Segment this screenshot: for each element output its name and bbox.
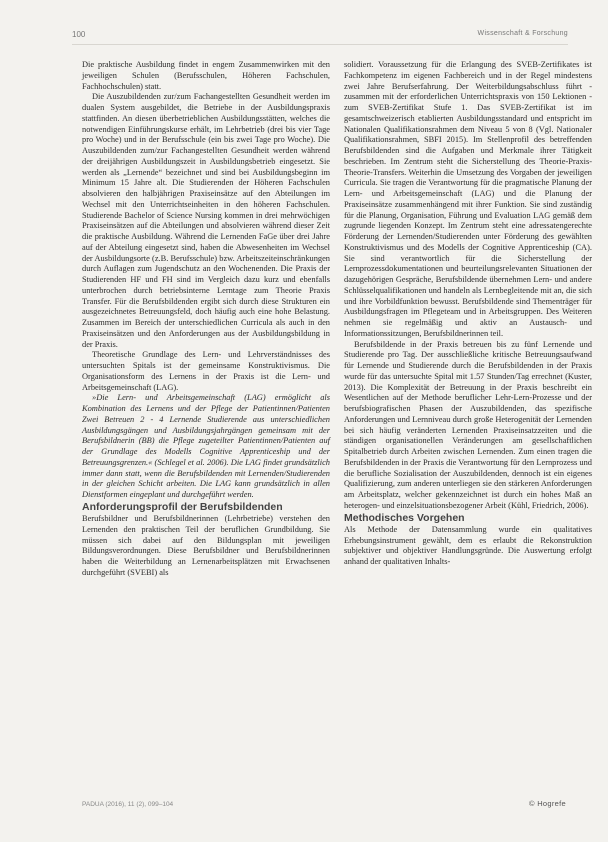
left-paragraph-3: Theoretische Grundlage des Lern- und Lehrverständnisses des untersuchten Spitals ist der gemeinsame Konstruktivismus. Die Organisationsform des Lernens in der Praxis ist die Lern- und Arbeitsgemeinschaft (LAG).: [82, 350, 330, 392]
right-after-heading-paragraph: Als Methode der Datensammlung wurde ein qualitatives Erhebungsinstrument gewählt, dem es erlaubt die Rekonstruktion subjektiver und objektiver Handlungsgründe. Die Auswertung erfolgt anhand der qualitativen Inhalts-: [344, 524, 592, 567]
left-column: [82, 60, 330, 579]
section-heading-anforderungsprofil: Anforderungsprofil der Berufsbildenden: [82, 500, 283, 513]
left-quote-paragraph: »Die Lern- und Arbeitsgemeinschaft (LAG) ermöglicht als Kombination des Lernens und der Pflege der Patientinnen/Patienten Zwei Betreuen 2 - 4 Lernende Studierende aus unterschiedlichen Ausbildungsgängen und Ausbildungsjahrgängen gemeinsam mit der Berufsbildnerin (BB) die Pflege zugeteilter Patientinnen/Patienten auf der Grundlage des Modells Cognitive Apprenticeship und der Betreuungsgrenzen.« (Schlegel et al. 2006). Die LAG findet grundsätzlich immer dann statt, wenn die Berufsbildenden mit Lernenden/Studierenden in der gleichen Schicht arbeiten. Die LAG kann grundsätzlich in allen Dienstformen eingeplant und durchgeführt werden.: [82, 393, 330, 499]
running-head: Wissenschaft & Forschung: [477, 30, 568, 37]
left-after-heading-paragraph: Berufsbildner und Berufsbildnerinnen (Lehrbetriebe) verstehen den Lernenden den praktischen Teil der beruflichen Grundbildung. Sie müssen sich dabei auf den Bildungsplan mit jeweiligen Bildungsverordnungen. Diese Berufsbildner und Berufsbildnerinnen haben die Weiterbildung an Lernenarbeitsplätzen mit Erwachsenen durchgeführt (SVEBI) als: [82, 514, 330, 577]
footer-citation: PADUA (2016), 11 (2), 099–104: [82, 801, 174, 808]
left-paragraph-2: Die Auszubildenden zur/zum Fachangestellten Gesundheit werden im dualen System ausgebildet, die Betriebe in der Ausbildungspraxis stattfinden. An diesen überbetrieblichen Ausbildungsstätten, welches die notwendigen Einführungskurse erhält, im Lehrbetrieb (drei bis vier Tage pro Woche) und in der Berufsschule (ein bis zwei Tage pro Woche). Die Auszubildenden zum/zur Fachangestellten Gesundheit werden während der dreijährigen Ausbildungszeit in Ausbildungsbetrieb eingesetzt. Sie werden als „Lernende“ bezeichnet und sind bei Ausbildungsbeginn im Minimum 15 Jahre alt. Die Studierenden der Höheren Fachschulen absolvieren den halbjährigen Praxiseinsätze auf den Abteilungen im Wechsel mit den Unterrichtseinheiten in den höheren Fachschulen. Studierende Bachelor of Science Nursing kommen in drei mehrwöchigen Praxiseinsätzen auf die Abteilungen und absolvieren während dieser Zeit die praktische Ausbildung. Während die Lernenden FaGe über drei Jahre auf der Abteilung eingesetzt sind, haben die Abwesenheiten im Wechsel der Ausbildungsorte (z.B. Berufsschule) bzw. Arbeitszeiteinschränkungen durch Auflagen zum Jugendschutz an den Wochenenden. Die Praxis der Studierenden HF und FH sind im Vergleich dazu kurz und ebenfalls unterbrochen durch betriebsinterne Lerntage zum Theorie Praxis Transfer. Für die Berufsbildenden ergibt sich durch diese Strukturen ein ausgezeichnetes Betreuungsfeld, doch häufig auch eine hohe Belastung. Zusammen im Bereich der unterschiedlichen Curricula als auch in den Praxiseinsätzen und den Anforderungen aus der Ausbildungsbildung in der Praxis.: [82, 92, 330, 349]
right-column: [344, 60, 592, 568]
page-number: 100: [72, 30, 86, 39]
right-paragraph-1: solidiert. Voraussetzung für die Erlangung des SVEB-Zertifikates ist Fachkompetenz im eigenen Fachbereich und in der Regel mindestens zwei Jahre Berufserfahrung. Der Weiterbildungsabschluss führt - zusammen mit der erforderlichen Unterrichtspraxis von 150 Lektionen - zum SVEB-Zertifikat Stufe 1. Das SVEB-Zertifikat ist im gesamtschweizerisch etablierten Ausbildungsstandard und entspricht im Nationalen Qualifikationsrahmen dem Niveau 5 von 8 (Vgl. Nationaler Qualifikationsrahmen, SBFI 2015). Im Stellenprofil des betreffenden Berufsbildenden sind die Aufgaben und Merkmale ihrer Tätigkeit beschrieben. Im Zentrum steht die Sicherstellung des Theorie-Praxis-Theorie-Transfers. Weiterhin die Umsetzung des Vorgaben der jeweiligen Curricula. Sie tragen die Verantwortung für die pragmatische Planung der Lern- und Arbeitsgemeinschaft (LAG) und die Planung der Praxiseinsätze zusammenhängend mit ihrer Funktion. Sie sind zuständig für die Planung, Organisation, Führung und Evaluation LAG gemäß dem zugrunde liegenden Konzept. Im Zentrum steht eine adressatengerechte Förderung der Lernenden/Studierenden unter Förderung des gewählten Konstruktivismus und des Modells der Cognitive Apprenticeship (CA). Sie sind verantwortlich für die Sicherstellung der Lernprozessdokumentationen und beurteilungsrelevanten Situationen der dazugehörigen Gespräche, Berufsbildende übernehmen Lern- und andere Schlüsselqualifikationen und handeln als Lernbegleitende mit an, die sich und ihre Vorbildfunktion bewusst. Berufsbildende sind Thementräger für Ausbildungsfragen im Pflegeteam und in Arbeitsgruppen. Des Weiteren nehmen sie regelmäßig und aktiv an Austausch- und Informationssitzungen, Berufsbildnerinnen teil.: [344, 60, 592, 338]
right-paragraph-2: Berufsbildende in der Praxis betreuen bis zu fünf Lernende und Studierende pro Tag. Der ausschließliche kritische Betreuungsaufwand für Lernende und Studierende durch die Berufsbildenden in der Praxis wurde für das untersuchte Spital mit 1.57 Stunden/Tag errechnet (Kuster, 2013). Die Komplexität der Betreuung in der Praxis beschreibt ein Wesentlichen auf der Methode beruflicher Lehr-Lern-Prozesse und der berufsbiografischen Phasen der Auszubildenden, das spezifische Anforderungen und Lernniveau durch große Heterogenität der Lernenden bei sich häufig veränderten Lernenden Praxiseinsatzzeiten und die ständigen organisationellen Veränderungen am gesellschaftlichen Spitalbetrieb durch Arbeiten zwischen Lernenden. Zum einen tragen die Berufsbildenden in der Praxis die Verantwortung für den Lernprozess und die berufliche Sozialisation der Auszubildenden, dennoch ist ein eigenes Qualifizierung, zum anderen unterliegen sie den stärkeren Anforderungen am Arbeitsplatz, welcher gekennzeichnet ist durch ein hohes Maß an heterogen- und einzelsituationsbezogener Arbeit (Kühl, Friedrich, 2006).: [344, 339, 592, 510]
left-paragraph-1: Die praktische Ausbildung findet in engem Zusammenwirken mit den jeweiligen Schulen (Berufsschulen, Höheren Fachschulen, Fachhochschulen) statt.: [82, 60, 330, 91]
footer-publisher: © Hogrefe: [529, 799, 566, 808]
section-heading-methodisches-vorgehen: Methodisches Vorgehen: [344, 511, 465, 524]
header-rule: [72, 44, 568, 45]
